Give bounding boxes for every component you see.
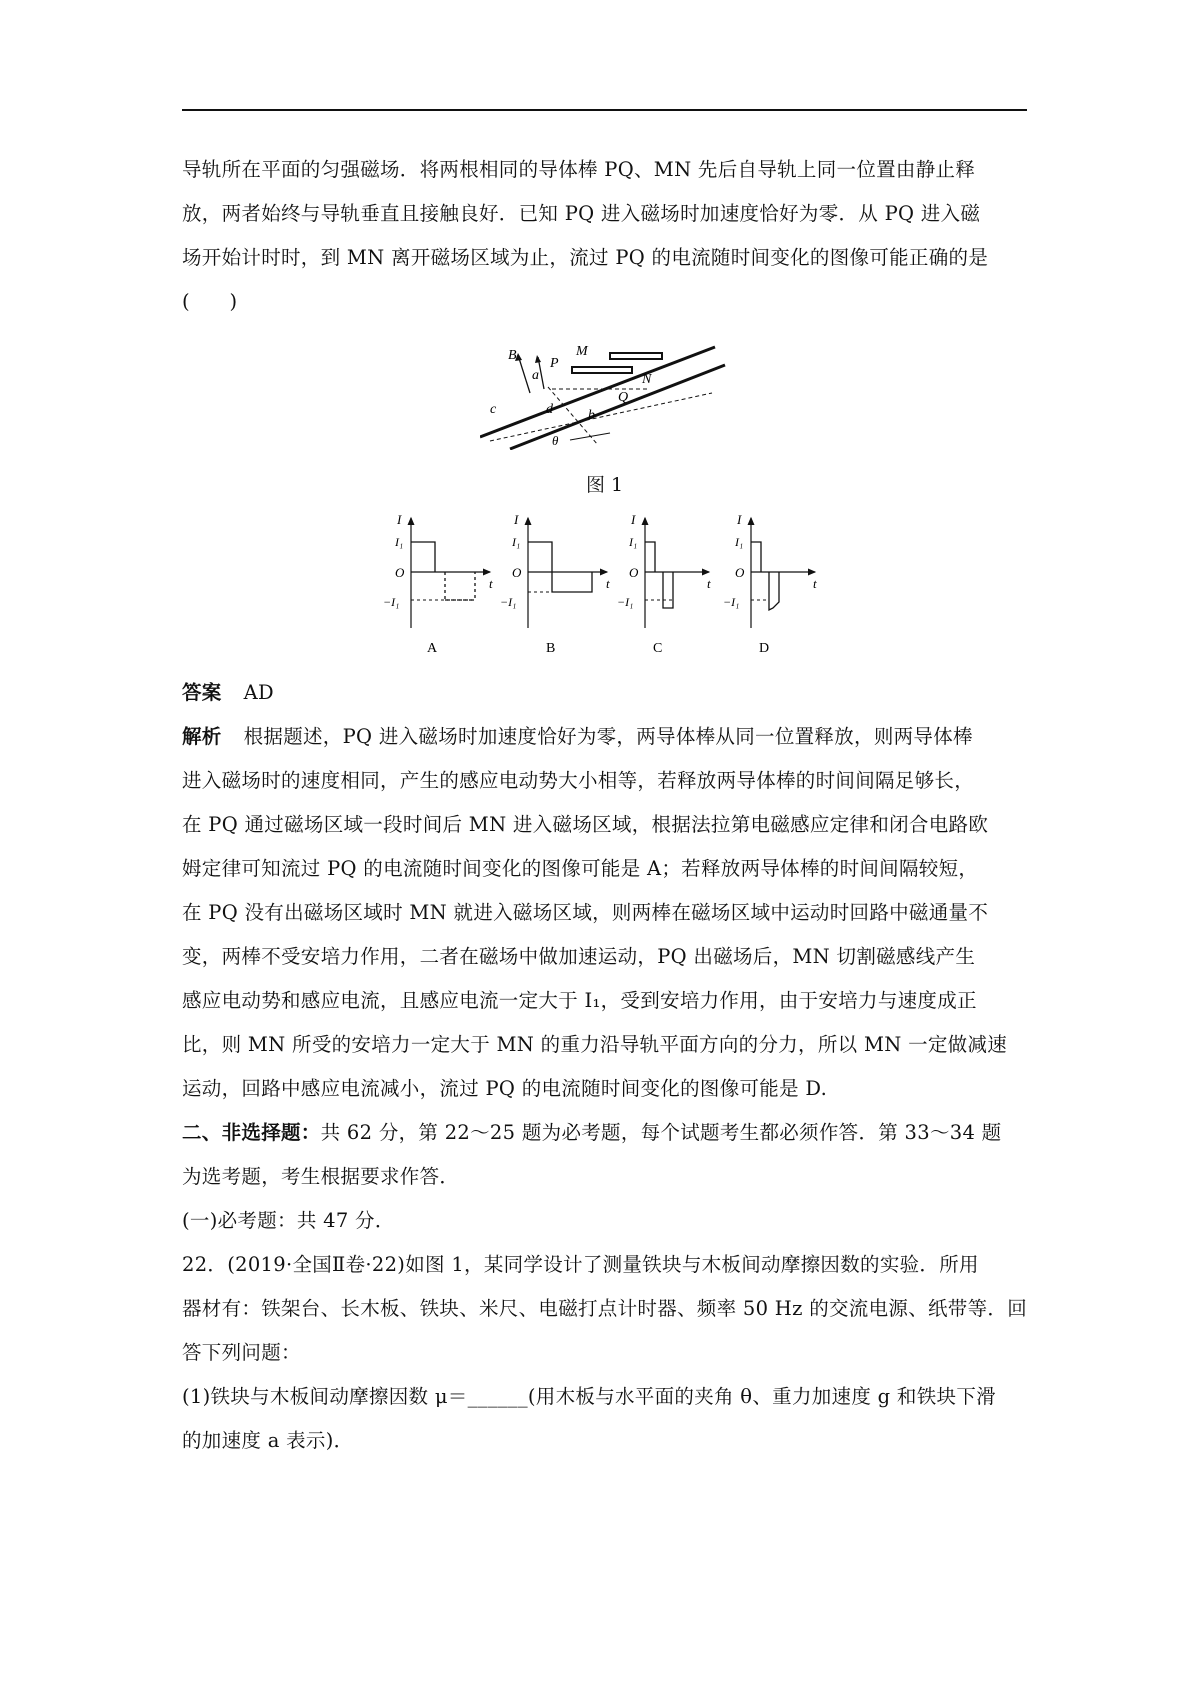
q22-line: 22．(2019·全国Ⅱ卷·22)如图 1，某同学设计了测量铁块与木板间动摩擦因数的实验．所用 — [182, 1253, 979, 1276]
b-arrow-2-head — [535, 355, 541, 363]
origin-label: O — [629, 565, 639, 580]
analysis-line: 姆定律可知流过 PQ 的电流随时间变化的图像可能是 A；若释放两导体棒的时间间隔较短， — [182, 857, 979, 880]
label-d: d — [546, 402, 553, 417]
answer-label: 答案 — [182, 681, 222, 704]
label-theta: θ — [552, 433, 559, 448]
label-P: P — [550, 356, 559, 371]
option-label: D — [759, 641, 770, 655]
analysis-line: 运动，回路中感应电流减小，流过 PQ 的电流随时间变化的图像可能是 D. — [182, 1077, 828, 1100]
figure1-caption: 图 1 — [586, 474, 624, 496]
pos-tick-label: I₁ — [512, 535, 521, 549]
q22-part1-line: 的加速度 a 表示)． — [182, 1429, 354, 1452]
stem-line: ( ) — [182, 290, 238, 313]
stem-line: 场开始计时时，到 MN 离开磁场区域为止，流过 PQ 的电流随时间变化的图像可能正确的是 — [182, 246, 989, 269]
label-Q: Q — [618, 390, 629, 405]
q22-line: 器材有：铁架台、长木板、铁块、米尺、电磁打点计时器、频率 50 Hz 的交流电源、纸带等．回 — [182, 1297, 1027, 1320]
option-label: B — [546, 641, 556, 655]
q22-block — [182, 1243, 1028, 1463]
origin-label: O — [512, 565, 522, 580]
header-rule — [182, 109, 1027, 111]
angle-line — [570, 433, 610, 440]
stem-line: 放，两者始终与导轨垂直且接触良好．已知 PQ 进入磁场时加速度恰好为零．从 PQ 进入磁 — [182, 202, 981, 225]
current-curve-neg — [769, 572, 779, 610]
current-curve — [411, 542, 435, 572]
base-dashed — [490, 393, 712, 441]
x-axis-label: t — [606, 576, 610, 591]
analysis-line: 在 PQ 通过磁场区域一段时间后 MN 进入磁场区域，根据法拉第电磁感应定律和闭合电路欧 — [182, 813, 989, 836]
label-M: M — [576, 345, 588, 359]
bar-mn — [610, 353, 662, 359]
analysis-line: 感应电动势和感应电流，且感应电流一定大于 I₁，受到安培力作用，由于安培力与速度成正 — [182, 989, 977, 1012]
section2-block — [182, 1111, 1028, 1243]
q22-line: 答下列问题： — [182, 1341, 301, 1364]
y-axis-label: I — [397, 512, 402, 527]
figure1-diagram — [480, 345, 730, 450]
analysis-line: 在 PQ 没有出磁场区域时 MN 就进入磁场区域，则两棒在磁场区域中运动时回路中磁通量不 — [182, 901, 989, 924]
label-c: c — [490, 402, 497, 417]
answer-block — [182, 671, 1028, 715]
label-N: N — [642, 372, 652, 387]
q22-part1-line: (1)铁块与木板间动摩擦因数 μ＝______(用木板与水平面的夹角 θ、重力加速度 g 和铁块下滑 — [182, 1385, 996, 1408]
graph-a — [383, 512, 493, 655]
stem-line: 导轨所在平面的匀强磁场．将两根相同的导体棒 PQ、MN 先后自导轨上同一位置由静止释 — [182, 158, 976, 181]
y-axis-label: I — [514, 512, 519, 527]
pos-tick-label: I₁ — [395, 535, 404, 549]
neg-tick-label: −I₁ — [723, 595, 740, 609]
subsection-heading: (一)必考题：共 47 分． — [182, 1209, 395, 1232]
x-axis-label: t — [707, 576, 711, 591]
current-curve-neg — [552, 572, 592, 592]
analysis-label: 解析 — [182, 725, 222, 748]
option-graphs — [355, 510, 875, 655]
label-B: B — [508, 348, 517, 363]
x-axis-label: t — [489, 576, 493, 591]
graph-d — [723, 512, 817, 655]
current-curve — [528, 542, 552, 572]
current-curve — [645, 542, 655, 572]
label-b: b — [588, 408, 595, 423]
option-label: C — [653, 641, 663, 655]
neg-tick-label: −I₁ — [383, 595, 400, 609]
b-arrow — [518, 355, 530, 393]
y-axis-label: I — [631, 512, 636, 527]
origin-label: O — [395, 565, 405, 580]
question-stem — [182, 148, 1028, 324]
origin-label: O — [735, 565, 745, 580]
graph-c — [617, 512, 711, 655]
section2-line: 为选考题，考生根据要求作答． — [182, 1165, 460, 1188]
y-axis-label: I — [737, 512, 742, 527]
analysis-line: 比，则 MN 所受的安培力一定大于 MN 的重力沿导轨平面方向的分力，所以 MN 一定做减速 — [182, 1033, 1008, 1056]
x-axis-label: t — [813, 576, 817, 591]
section2-heading: 二、非选择题： — [182, 1121, 321, 1144]
label-a: a — [532, 368, 539, 383]
analysis-block — [182, 715, 1028, 1111]
neg-tick-label: −I₁ — [617, 595, 634, 609]
analysis-line: 进入磁场时的速度相同，产生的感应电动势大小相等，若释放两导体棒的时间间隔足够长， — [182, 769, 975, 792]
answer-value: AD — [243, 681, 274, 704]
current-curve-neg — [445, 572, 475, 600]
analysis-line: 根据题述，PQ 进入磁场时加速度恰好为零，两导体棒从同一位置释放，则两导体棒 — [243, 725, 973, 748]
graph-b — [500, 512, 610, 655]
neg-tick-label: −I₁ — [500, 595, 517, 609]
analysis-line: 变，两棒不受安培力作用，二者在磁场中做加速运动，PQ 出磁场后，MN 切割磁感线产生 — [182, 945, 976, 968]
pos-tick-label: I₁ — [629, 535, 638, 549]
pos-tick-label: I₁ — [735, 535, 744, 549]
bar-pq — [572, 367, 632, 373]
option-label: A — [427, 641, 438, 655]
section2-line: 共 62 分，第 22～25 题为必考题，每个试题考生都必须作答．第 33～34 题 — [320, 1121, 1002, 1144]
current-curve — [751, 542, 761, 572]
current-curve-neg — [663, 572, 673, 608]
